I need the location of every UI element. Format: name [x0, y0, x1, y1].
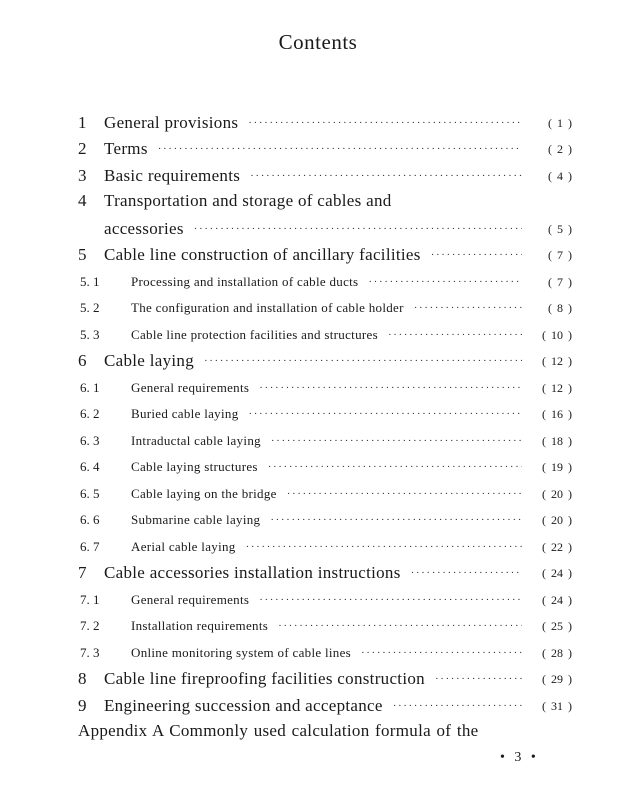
- toc-entry-page: ( 24 ): [542, 592, 572, 607]
- toc-entry[interactable]: [78, 164, 572, 188]
- toc-entry-number: 3: [78, 166, 87, 185]
- toc-entry-number: 5. 3: [80, 327, 100, 342]
- dot-leader: [435, 673, 522, 685]
- page-number: • 3 •: [500, 750, 536, 765]
- toc-entry-title: Submarine cable laying: [131, 512, 261, 527]
- toc-entry-page: ( 7 ): [548, 274, 572, 289]
- toc-entry-title: Cable accessories installation instructions: [104, 563, 401, 582]
- toc-entry-page: ( 5 ): [548, 221, 572, 236]
- toc-entry-title: Cable laying structures: [131, 459, 258, 474]
- toc-entry-number: 6. 6: [80, 512, 100, 527]
- toc-entry-number: 5. 1: [80, 274, 100, 289]
- toc-entry-number: 6. 2: [80, 406, 100, 421]
- toc-entry-page: ( 28 ): [542, 645, 572, 660]
- toc-entry-page: ( 18 ): [542, 433, 572, 448]
- toc-entry-page: ( 16 ): [542, 406, 572, 421]
- toc-entry-page: ( 20 ): [542, 512, 572, 527]
- toc-entry-page: ( 29 ): [542, 671, 572, 686]
- dot-leader: [249, 408, 523, 420]
- toc-entry-page: ( 25 ): [542, 618, 572, 633]
- toc-entry-number: 6. 7: [80, 539, 100, 554]
- dot-leader: [368, 276, 522, 288]
- dot-leader: [158, 143, 522, 155]
- toc-entry-number: 4: [78, 191, 87, 210]
- toc-entry-title: Terms: [104, 139, 148, 158]
- toc-entry-page: ( 22 ): [542, 539, 572, 554]
- toc-entry[interactable]: [80, 641, 572, 665]
- toc-entry-title: Aerial cable laying: [131, 539, 236, 554]
- dot-leader: [248, 117, 522, 129]
- toc-entry-page: ( 1 ): [548, 115, 572, 130]
- toc-entry[interactable]: [78, 111, 572, 135]
- toc-entry[interactable]: [78, 349, 572, 373]
- toc-entry[interactable]: [80, 270, 572, 294]
- toc-entry-title: Basic requirements: [104, 166, 241, 185]
- dot-leader: [393, 700, 522, 712]
- toc-entry-title: The configuration and installation of cable holder: [131, 300, 404, 315]
- toc-entry[interactable]: [78, 561, 572, 585]
- toc-entry-number: 6. 1: [80, 380, 100, 395]
- toc-entry-page: ( 20 ): [542, 486, 572, 501]
- toc-entry-page: ( 12 ): [542, 380, 572, 395]
- dot-leader: [268, 461, 522, 473]
- dot-leader: [204, 355, 522, 367]
- toc-entry[interactable]: [80, 376, 572, 400]
- toc-entry-title: Intraductal cable laying: [131, 433, 261, 448]
- toc-entry-number: 7. 3: [80, 645, 100, 660]
- toc-entry-number: 6. 5: [80, 486, 100, 501]
- toc-entry-title: Cable line protection facilities and structures: [131, 327, 378, 342]
- toc-entry[interactable]: [78, 243, 572, 267]
- dot-leader: [271, 435, 522, 447]
- toc-entry[interactable]: [78, 694, 572, 718]
- toc-entry[interactable]: [78, 137, 572, 161]
- toc-entry-title: Online monitoring system of cable lines: [131, 645, 352, 660]
- toc-entry-number: 7: [78, 563, 87, 582]
- page-title: Contents: [278, 30, 358, 54]
- dot-leader: [388, 329, 522, 341]
- dot-leader: [361, 647, 522, 659]
- toc-entry-title: Cable line construction of ancillary facilities: [104, 245, 421, 264]
- toc-entry-title: Buried cable laying: [131, 406, 239, 421]
- dot-leader: [431, 249, 522, 261]
- toc-entry-page: ( 8 ): [548, 300, 572, 315]
- toc-entry-page: ( 10 ): [542, 327, 572, 342]
- toc-entry-title: General requirements: [131, 380, 250, 395]
- toc-entry[interactable]: [80, 588, 572, 612]
- toc-entry-number: 1: [78, 113, 87, 132]
- toc-entry-page: ( 4 ): [548, 168, 572, 183]
- toc-entry-page: ( 7 ): [548, 247, 572, 262]
- toc-entry[interactable]: [78, 217, 572, 241]
- toc-entry-title: General provisions: [104, 113, 239, 132]
- toc-entry-number: 7. 2: [80, 618, 100, 633]
- dot-leader: [246, 541, 522, 553]
- toc-entry-number: 8: [78, 669, 87, 688]
- toc-entry-page: ( 12 ): [542, 353, 572, 368]
- toc-entry[interactable]: [80, 429, 572, 453]
- toc-entry-title: accessories: [104, 219, 184, 238]
- toc-entry-page: ( 24 ): [542, 565, 572, 580]
- dot-leader: [414, 302, 522, 314]
- toc-entry[interactable]: [80, 535, 572, 559]
- dot-leader: [259, 594, 522, 606]
- toc-entry-title: Engineering succession and acceptance: [104, 696, 383, 715]
- dot-leader: [250, 170, 522, 182]
- toc-entry-page: ( 19 ): [542, 459, 572, 474]
- toc-entry[interactable]: [80, 482, 572, 506]
- toc-entry-number: 5. 2: [80, 300, 100, 315]
- dot-leader: [259, 382, 522, 394]
- toc-entry-number: 9: [78, 696, 87, 715]
- toc-entry-number: 7. 1: [80, 592, 100, 607]
- toc-appendix-a[interactable]: Appendix A Commonly used calculation formula of the: [78, 721, 479, 740]
- toc-entry[interactable]: [80, 614, 572, 638]
- toc-entry[interactable]: [80, 402, 572, 426]
- toc-entry[interactable]: [80, 296, 572, 320]
- toc-entry-number: 5: [78, 245, 87, 264]
- toc-entry-number: 2: [78, 139, 87, 158]
- toc-entry[interactable]: [80, 508, 572, 532]
- toc-entry-title: Cable laying: [104, 351, 194, 370]
- toc-entry[interactable]: [80, 455, 572, 479]
- toc-entry-page: ( 31 ): [542, 698, 572, 713]
- toc-entry-title: Processing and installation of cable ducts: [131, 274, 359, 289]
- dot-leader: [270, 514, 522, 526]
- toc-entry-number: 6. 3: [80, 433, 100, 448]
- toc-entry-title: Cable laying on the bridge: [131, 486, 277, 501]
- toc-entry[interactable]: [80, 323, 572, 347]
- toc-entry-number: 6: [78, 351, 87, 370]
- toc-entry-4-first-line: Transportation and storage of cables and: [104, 191, 392, 210]
- dot-leader: [287, 488, 522, 500]
- toc-entry-title: Installation requirements: [131, 618, 269, 633]
- dot-leader: [194, 223, 522, 235]
- toc-entry-page: ( 2 ): [548, 141, 572, 156]
- toc-entry-number: 6. 4: [80, 459, 100, 474]
- toc-entry-title: Cable line fireproofing facilities construction: [104, 669, 425, 688]
- dot-leader: [278, 620, 522, 632]
- toc-entry[interactable]: [78, 667, 572, 691]
- toc-entry-title: General requirements: [131, 592, 250, 607]
- dot-leader: [411, 567, 522, 579]
